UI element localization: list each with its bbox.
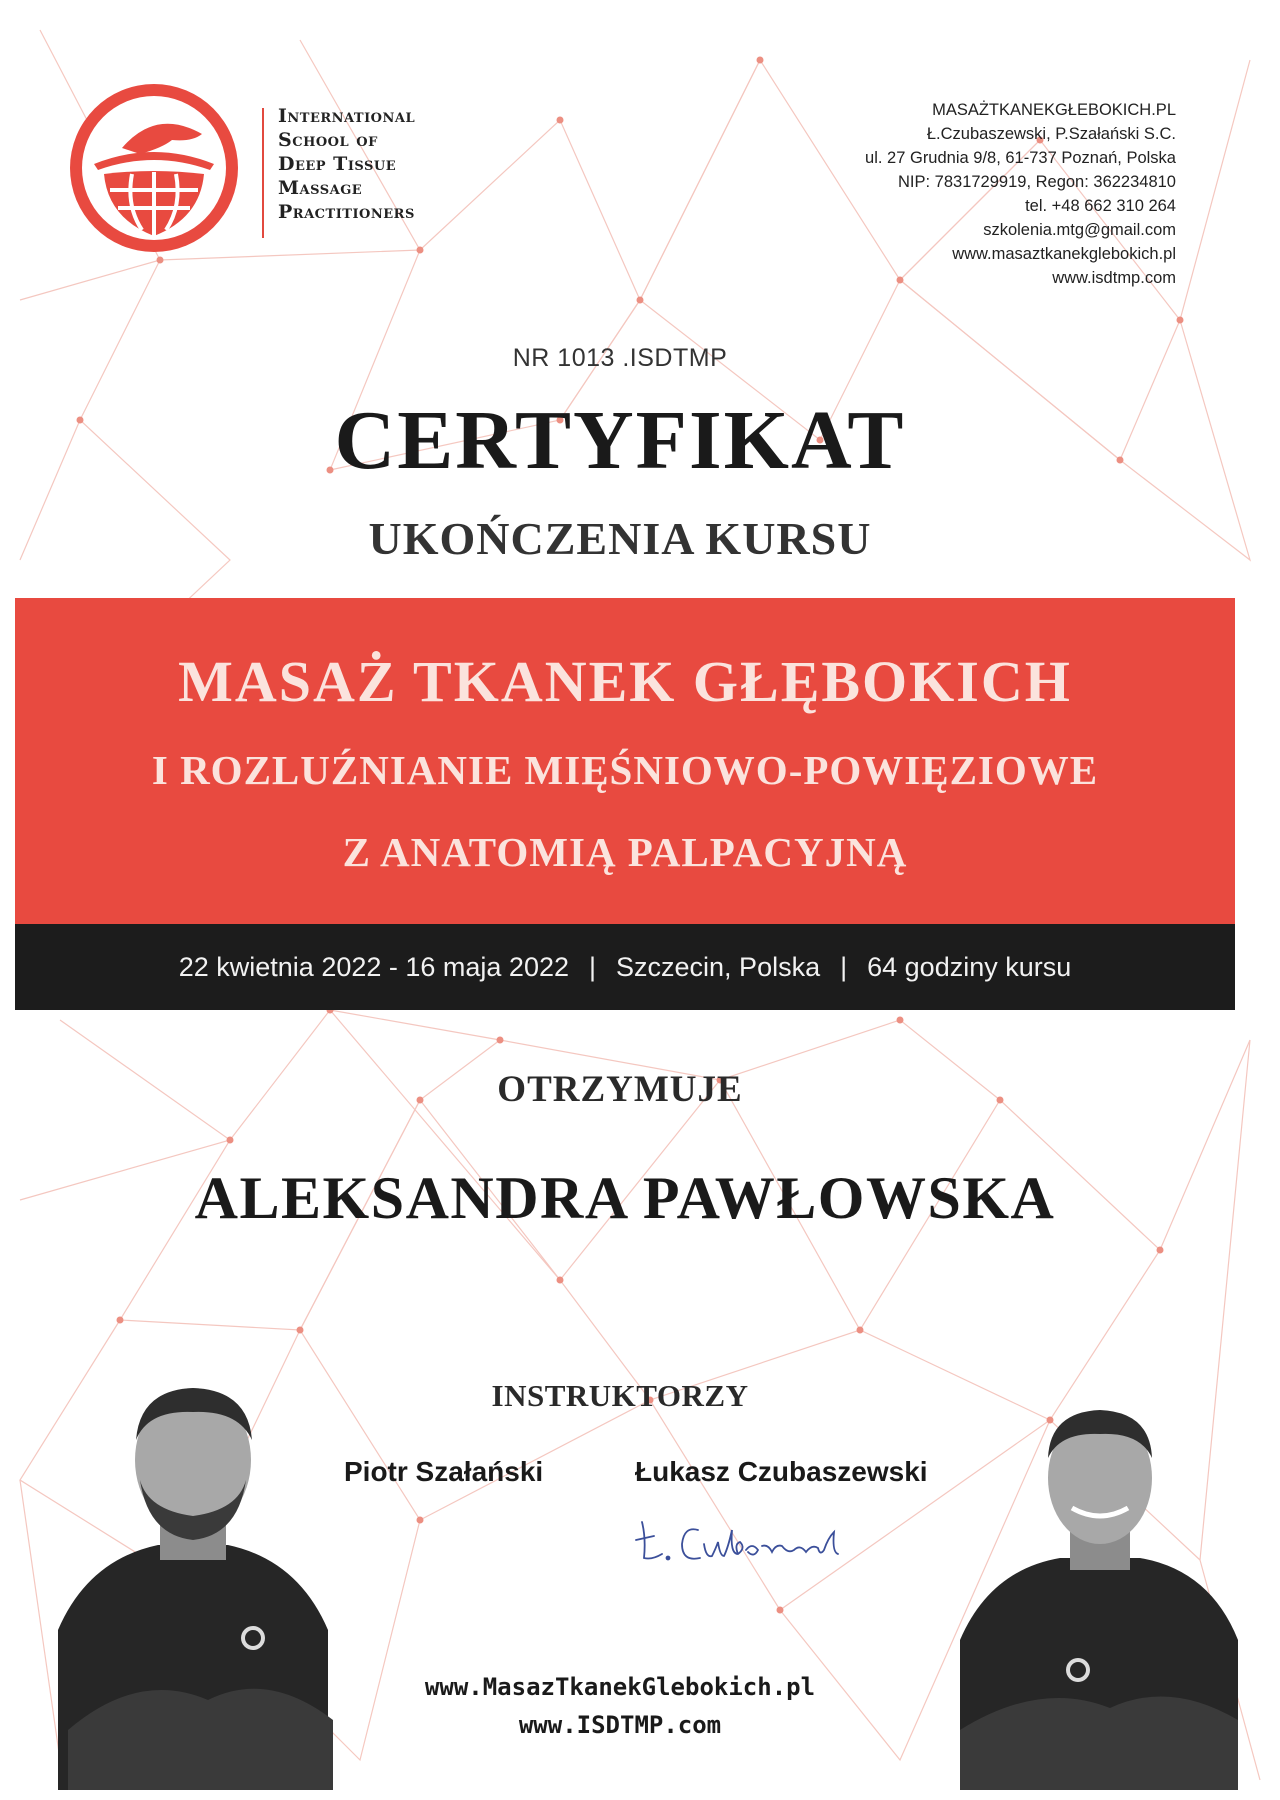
receives-label: OTRZYMUJE: [497, 1069, 743, 1110]
course-title-band: [15, 598, 1235, 924]
course-location: Szczecin, Polska: [616, 951, 821, 982]
footer-website-link[interactable]: www.MasazTkanekGlebokich.pl: [424, 1673, 816, 1701]
company-owners: Ł.Czubaszewski, P.Szałański S.C.: [926, 125, 1176, 143]
school-name-line: Massage: [278, 177, 363, 199]
course-title-line-1: MASAŻ TKANEK GŁĘBOKICH: [178, 649, 1072, 714]
handwritten-signature: [628, 1508, 878, 1578]
certificate-subtitle: UKOŃCZENIA KURSU: [368, 513, 872, 564]
company-contact-block: [696, 98, 1176, 290]
company-website-1: www.masaztkanekglebokich.pl: [952, 245, 1176, 263]
footer-website-link[interactable]: www.ISDTMP.com: [518, 1711, 722, 1739]
school-name-line: School of: [278, 129, 378, 151]
course-title-line-3: Z ANATOMIĄ PALPACYJNĄ: [342, 829, 908, 875]
info-separator: |: [589, 951, 597, 982]
instructor-name-2: Łukasz Czubaszewski: [635, 1456, 928, 1487]
hand-over-globe-logo-icon: [64, 78, 244, 258]
school-name-line: Practitioners: [278, 201, 415, 223]
course-info-band: [15, 924, 1235, 1010]
instructors-heading: INSTRUKTORZY: [491, 1378, 749, 1413]
company-website-2: www.isdtmp.com: [1052, 269, 1176, 287]
footer-websites: [0, 1668, 1240, 1744]
course-title-line-2: I ROZLUŹNIANIE MIĘŚNIOWO-POWIĘZIOWE: [151, 747, 1099, 793]
course-dates: 22 kwietnia 2022 - 16 maja 2022: [178, 951, 569, 982]
recipient-name: ALEKSANDRA PAWŁOWSKA: [194, 1165, 1056, 1231]
instructor-name-1: Piotr Szałański: [344, 1456, 544, 1487]
company-phone: tel. +48 662 310 264: [1025, 197, 1176, 215]
company-address: ul. 27 Grudnia 9/8, 61-737 Poznań, Polska: [865, 149, 1176, 167]
company-email: szkolenia.mtg@gmail.com: [983, 221, 1176, 239]
company-domain: MASAŻTKANEKGŁEBOKICH.PL: [932, 101, 1176, 119]
company-tax-ids: NIP: 7831729919, Regon: 362234810: [898, 173, 1176, 191]
school-name: [278, 104, 498, 224]
school-name-line: Deep Tissue: [278, 153, 397, 175]
info-separator: |: [840, 951, 848, 982]
school-name-line: International: [278, 105, 416, 127]
logo-divider: [262, 108, 264, 238]
certificate-title: CERTYFIKAT: [334, 394, 906, 487]
course-hours: 64 godziny kursu: [867, 951, 1072, 982]
certificate-number: NR 1013 .ISDTMP: [512, 344, 728, 372]
